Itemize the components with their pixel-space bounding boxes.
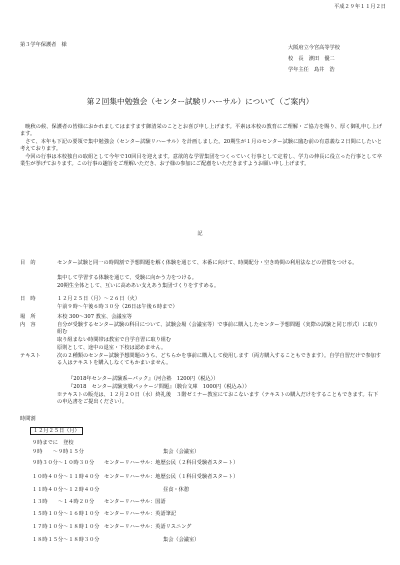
text-book-1: 『2018年センター試験系ーパック』（河合塾 1200円（税込）） [68,376,219,382]
intro-paragraph: さて、本年も下記の要領で集中勉強会（センター試験リハーサル）を計画しました。20期生が１月のセンター試験に臨む前の有意義な２日間にしたいと考えております。 [20,138,382,153]
date-label: 日 時 [20,296,36,302]
schedule-time: １０時４０分〜１１時４０分 [32,474,100,480]
schedule-label: 時間割 [20,416,36,422]
intro-body [20,124,382,168]
schedule-item: 昼食・休憩 [163,487,189,493]
schedule-item: センターリハーサル：英語筆記 [104,511,177,517]
place-label: 場 所 [20,314,36,320]
schedule-time: ９時 〜９時１５分 [32,449,84,455]
purpose-line: 集中して学習する体験を通じて、受験に向かう力をつける。 [57,275,197,281]
principal-name: 校 長 濱田 優二 [288,56,335,62]
schedule-day-box: １２月２５日（月） [30,427,83,435]
text-sales-note: ※テキストの販売は、１２月２０日（水）終礼後 ３階ゼミナー教室にておこないます（テキストの購入だけをすることもできます。右下の申込書をご提出ください）。 [57,392,379,406]
schedule-time: １１時４０分〜１２時４０分 [32,487,100,493]
content-line: 取り組まない時間帯は教室で自学自習に取り組む [57,337,172,343]
date-line: １２月２５日（月）〜２６日（火） [57,296,141,302]
date-line: 午前９時〜午後６時３０分（26日は午後６時まで） [57,304,178,310]
schedule-time: ９時までに 登校 [32,440,74,446]
grade-head-name: 学年主任 島井 浩 [288,67,335,73]
schedule-item: センターリハーサル：地歴公民（２科目受験者スタート） [104,460,239,466]
schedule-item: センターリハーサル：国語 [104,499,166,505]
document-date: 平成２９年１１月２日 [334,4,386,10]
content-line: 原則として、途中の退室・下校は認めません。 [57,345,167,351]
schedule-item: センターリハーサル：英語リスニング [104,524,192,530]
schedule-time: １７時１０分〜１８時１０分 [32,524,100,530]
schedule-item: 集会（会議室） [163,449,200,455]
purpose-line: センター試験と同一の時間割で予想問題を解く体験を通じて、本番に向けて、時間配分・空き時間の利用法などの習慣をつける。 [57,260,358,266]
schedule-time: １３時 〜１４時２０分 [32,499,95,505]
schedule-day [30,428,83,435]
text-line: 次の２種類のセンター試験予想問題のうち、どちらかを事前に購入して使用します（両方購入することもできます）。自学自習だけで参加する人はテキストを購入しなくてもかまいません。 [57,353,382,367]
schedule-time: ９時３０分〜１０時３０分 [32,460,95,466]
text-book-2: 『2018 センター試験実戦パッケージ問題』（駿台文庫 1000円（税込み）） [68,384,250,390]
schedule-time: １８時１５分〜１８時３０分 [32,537,100,543]
purpose-line: 20期生全体として、互いに高めあい支えあう集団づくりをすすめる。 [57,283,220,289]
school-name: 大阪府立今宮高等学校 [288,45,340,51]
content-label: 内 容 [20,322,36,328]
addressee: 第３学年保護者 様 [20,42,67,48]
document-title: 第２回集中勉強会（センター試験リハーサル）について（ご案内） [86,97,314,106]
place-text: 本校 300〜307 教室、会議室等 [57,314,132,320]
purpose-label: 目 的 [20,260,36,266]
text-label: テキスト [20,353,41,359]
schedule-item: センターリハーサル：地歴公民（１科目受験者スタート） [104,474,239,480]
schedule-time: １５時１０分〜１６時１０分 [32,511,100,517]
intro-paragraph: 今回の行事は本校独自の取組として今年で10回目を迎えます。意欲的な学習集団をつくっていく行事として定着し、学力の伸長に役立った行事として卒業生が挙げております。この行事の趣旨をご理解いただき、お子様の参加にご配慮をいただきますようお願い申し上げます。 [20,153,382,168]
intro-paragraph: 晩秋の候、保護者の皆様におかれましてはますます御清栄のこととお喜び申し上げます。平素は本校の教育にご理解・ご協力を賜り、厚く御礼申し上げます。 [20,124,382,138]
ki-heading: 記 [197,231,203,237]
schedule-item: 集会（会議室） [163,537,200,543]
content-line: 自分が受験するセンター試験の科目について、試験会場（会議室等）で事前に購入したセンター予想問題（実際の試験と同じ形式）に取り組む [57,322,379,336]
